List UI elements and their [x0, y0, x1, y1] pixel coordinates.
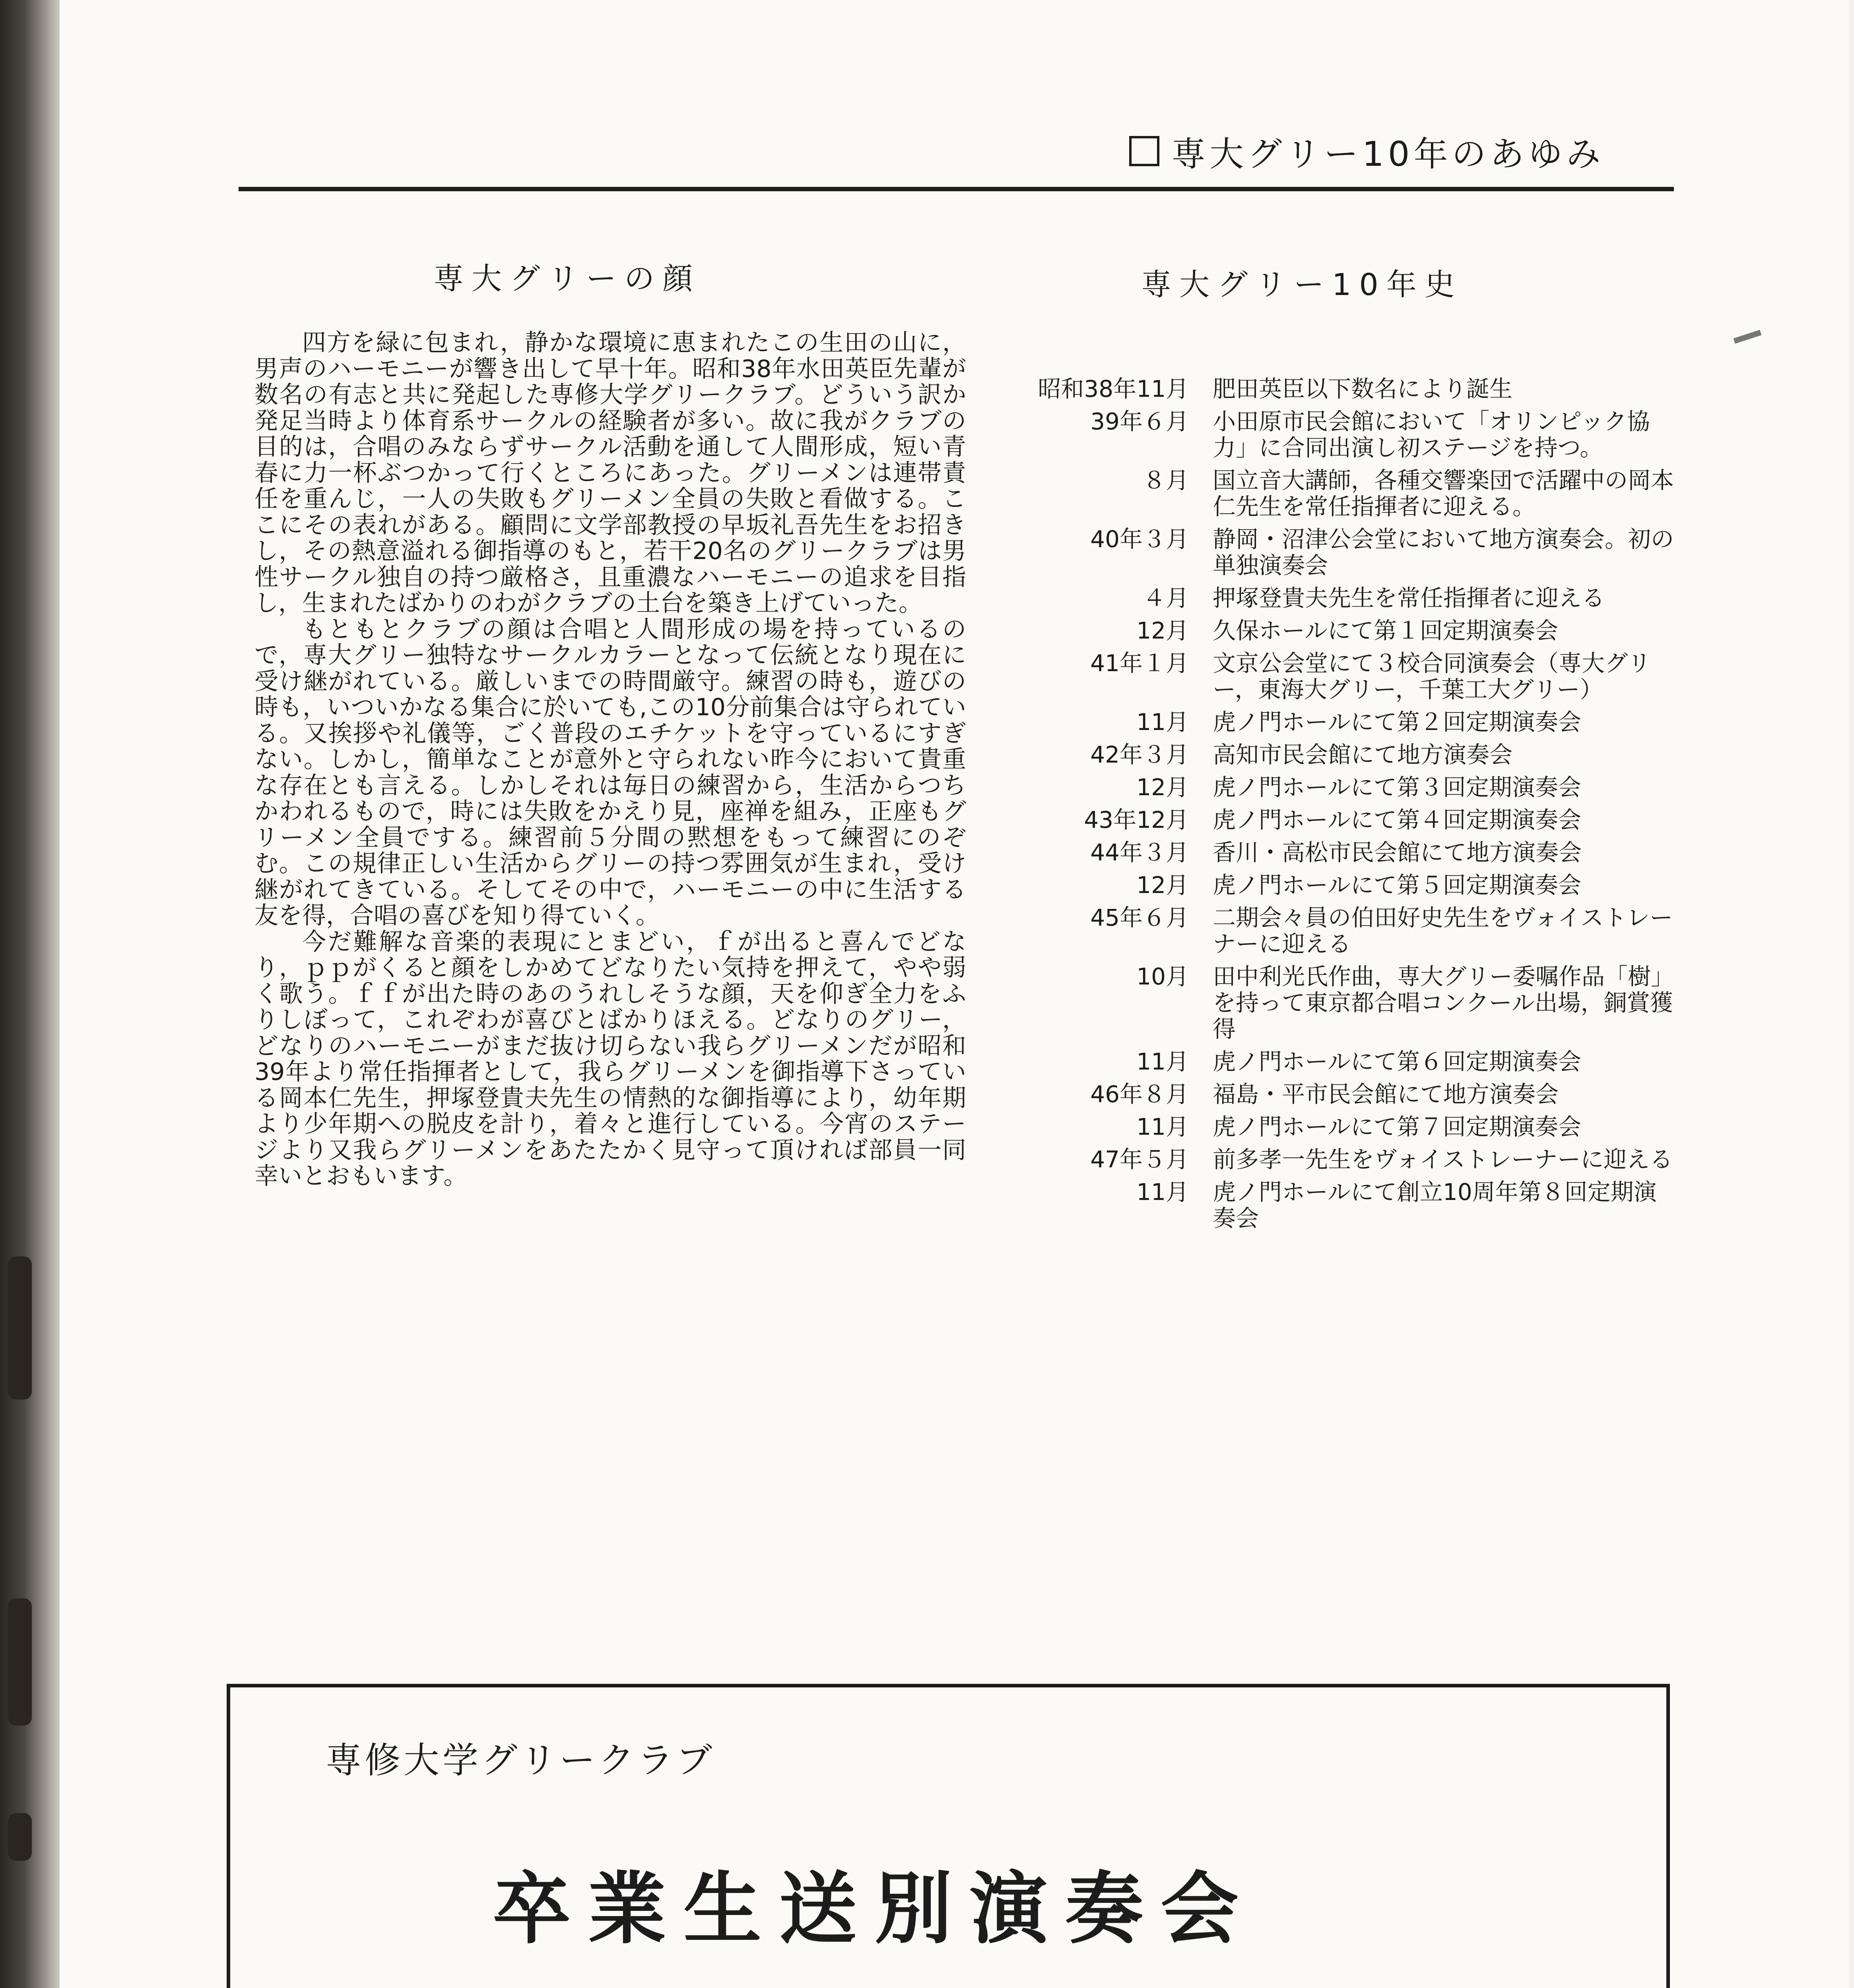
history-entry	[994, 807, 1694, 833]
history-date: ８月	[1142, 467, 1189, 494]
history-event: 虎ノ門ホールにて第３回定期演奏会	[1213, 774, 1581, 801]
binding-mark	[8, 1256, 32, 1400]
history-entry	[994, 585, 1694, 611]
history-entry	[994, 905, 1694, 957]
history-date: 47年５月	[1090, 1146, 1189, 1173]
history-event: 虎ノ門ホールにて創立10周年第８回定期演奏会	[1213, 1178, 1657, 1232]
header-rule	[239, 187, 1674, 191]
concert-title: 卒業生送別演奏会	[493, 1864, 1256, 1955]
essay-paragraph: もともとクラブの顔は合唱と人間形成の場を持っているので，専大グリー独特なサークルカラーとなって伝統となり現在に受け継がれている。厳しいまでの時間厳守。練習の時も，遊びの時も，いついかなる集合に於いても,この10分前集合は守られている。又挨拶や礼儀等，ごく普段のエチケットを守っているにすぎない。しかし，簡単なことが意外と守られない昨今において貴重な存在とも言える。しかしそれは毎日の練習から，生活からつちかわれるもので，時には失敗をかえり見，座禅を組み，正座もグリーメン全員でする。練習前５分間の黙想をもって練習にのぞむ。この規律正しい生活からグリーの持つ雰囲気が生まれ，受け継がれてきている。そしてその中で，ハーモニーの中に生活する友を得，合唱の喜びを知り得ていく。	[254, 615, 966, 930]
history-event: 久保ホールにて第１回定期演奏会	[1213, 617, 1558, 644]
history-event: 肥田英臣以下数名により誕生	[1213, 375, 1513, 402]
history-event: 文京公会堂にて３校合同演奏会（専大グリー，東海大グリー，千葉工大グリー）	[1213, 650, 1651, 703]
history-entry	[994, 1146, 1694, 1173]
history-event: 静岡・沼津公会堂において地方演奏会。初の単独演奏会	[1213, 526, 1674, 579]
history-date: 昭和38年11月	[1038, 375, 1189, 402]
history-date: 12月	[1136, 872, 1189, 899]
history-entry	[994, 742, 1694, 768]
history-entry	[994, 376, 1694, 402]
history-entry	[994, 526, 1694, 579]
history-event: 虎ノ門ホールにて第５回定期演奏会	[1213, 872, 1581, 899]
history-event: 福島・平市民会館にて地方演奏会	[1213, 1081, 1559, 1108]
binding-mark	[8, 1813, 32, 1861]
history-entry	[994, 1048, 1694, 1075]
history-event: 虎ノ門ホールにて第２回定期演奏会	[1213, 709, 1581, 736]
history-entry	[994, 617, 1694, 644]
history-date: 46年８月	[1090, 1081, 1189, 1108]
history-event: 小田原市民会館において「オリンピック協力」に合同出演し初ステージを持つ。	[1213, 408, 1650, 461]
checkbox-icon	[1129, 136, 1159, 166]
history-date: 44年３月	[1090, 839, 1189, 866]
history-event: 虎ノ門ホールにて第４回定期演奏会	[1213, 806, 1581, 833]
history-date: 41年１月	[1090, 650, 1189, 677]
history-event: 前多孝一先生をヴォイストレーナーに迎える	[1213, 1146, 1673, 1173]
concert-organizer: 専修大学グリークラブ	[326, 1740, 715, 1781]
history-entry	[994, 1114, 1694, 1140]
history-date: 42年３月	[1090, 741, 1189, 768]
history-timeline	[994, 376, 1694, 1238]
history-entry	[994, 963, 1694, 1042]
essay-title: 専大グリーの顔	[433, 261, 701, 296]
history-date: ４月	[1142, 584, 1189, 612]
essay-paragraph: 四方を緑に包まれ，静かな環境に恵まれたこの生田の山に，男声のハーモニーが響き出して早十年。昭和38年水田英臣先輩が数名の有志と共に発起した専修大学グリークラブ。どういう訳か発足当時より体育系サークルの経験者が多い。故に我がクラブの目的は，合唱のみならずサークル活動を通して人間形成，短い青春に力一杯ぶつかって行くところにあった。グリーメンは連帯責任を重んじ，一人の失敗もグリーメン全員の失敗と看做する。ここにその表れがある。顧問に文学部教授の早坂礼吾先生をお招きし，その熱意溢れる御指導のもと，若干20名のグリークラブは男性サークル独自の持つ厳格さ，且重濃なハーモニーの追求を目指し，生まれたばかりのわがクラブの土台を築き上げていった。	[254, 329, 966, 617]
concert-announcement	[227, 1684, 1670, 1988]
history-event: 押塚登貴夫先生を常任指揮者に迎える	[1213, 584, 1605, 612]
history-date: 40年３月	[1090, 526, 1189, 553]
history-event: 香川・高松市民会館にて地方演奏会	[1213, 839, 1582, 866]
history-event: 虎ノ門ホールにて第７回定期演奏会	[1213, 1113, 1581, 1140]
history-entry	[994, 709, 1694, 735]
binding-mark	[8, 1598, 32, 1726]
history-date: 11月	[1136, 1178, 1189, 1206]
section-header	[1129, 126, 1604, 176]
history-date: 45年６月	[1090, 904, 1189, 931]
history-entry	[994, 1081, 1694, 1107]
history-date: 11月	[1136, 1113, 1189, 1140]
binding-spine	[0, 0, 60, 1988]
section-title: 専大グリー10年のあゆみ	[1171, 134, 1605, 174]
history-entry	[994, 1179, 1694, 1231]
history-event: 田中利光氏作曲，専大グリー委嘱作品「樹」を持って東京都合唱コンクール出場，銅賞獲得	[1213, 963, 1674, 1043]
history-title: 専大グリー10年史	[1141, 267, 1463, 302]
history-entry	[994, 839, 1694, 866]
history-date: 12月	[1136, 617, 1189, 644]
history-date: 39年６月	[1090, 408, 1189, 435]
history-entry	[994, 872, 1694, 898]
history-event: 二期会々員の伯田好史先生をヴォイストレーナーに迎える	[1213, 904, 1673, 957]
history-date: 11月	[1136, 1048, 1189, 1075]
essay-paragraph: 今だ難解な音楽的表現にとまどい，ｆが出ると喜んでどなり，ｐｐがくると顔をしかめてどなりたい気持を押えて，やや弱く歌う。ｆｆが出た時のあのうれしそうな顔，天を仰ぎ全力をふりしぼって，これぞわが喜びとばかりほえる。どなりのグリー，どなりのハーモニーがまだ抜け切らない我らグリーメンだが昭和39年より常任指揮者として，我らグリーメンを御指導下さっている岡本仁先生，押塚登貴夫先生の情熱的な御指導により，幼年期より少年期への脱皮を計り，着々と進行している。今宵のステージより又我らグリーメンをあたたかく見守って頂ければ部員一同幸いとおもいます。	[254, 928, 966, 1190]
history-entry	[994, 467, 1694, 520]
history-date: 12月	[1136, 774, 1189, 801]
history-date: 11月	[1136, 709, 1189, 736]
essay-body	[254, 330, 966, 1190]
history-entry	[994, 408, 1694, 461]
history-entry	[994, 650, 1694, 703]
history-event: 高知市民会館にて地方演奏会	[1213, 741, 1513, 768]
history-date: 43年12月	[1084, 806, 1189, 833]
history-date: 10月	[1136, 963, 1189, 990]
history-entry	[994, 774, 1694, 800]
history-event: 国立音大講師，各種交響楽団で活躍中の岡本仁先生を常任指揮者に迎える。	[1213, 467, 1674, 520]
history-event: 虎ノ門ホールにて第６回定期演奏会	[1213, 1048, 1581, 1075]
